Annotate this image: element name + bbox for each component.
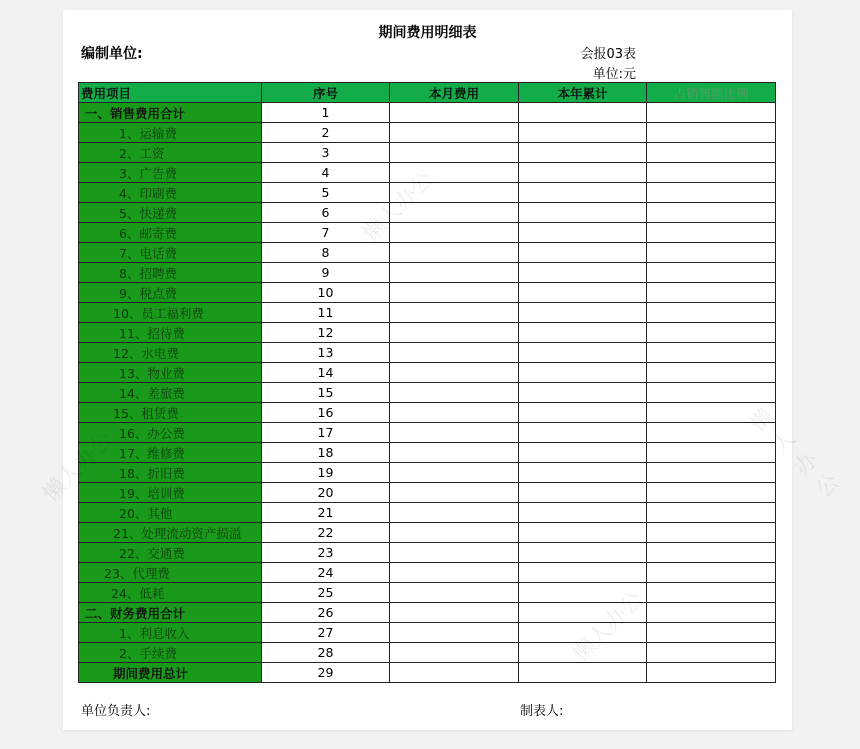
year-cell[interactable] [519,223,647,243]
year-cell[interactable] [519,643,647,663]
item-number: 12 [262,323,390,343]
item-number: 1 [262,103,390,123]
table-row [79,243,776,263]
year-cell[interactable] [519,603,647,623]
item-label: 17、维修费 [79,443,262,463]
year-cell[interactable] [519,463,647,483]
item-number: 23 [262,543,390,563]
ratio-cell[interactable] [647,543,776,563]
year-cell[interactable] [519,443,647,463]
item-number: 6 [262,203,390,223]
year-cell[interactable] [519,503,647,523]
year-cell[interactable] [519,383,647,403]
item-number: 16 [262,403,390,423]
item-label: 24、低耗 [79,583,262,603]
month-cell[interactable] [390,643,519,663]
item-label: 2、手续费 [79,643,262,663]
item-label: 21、处理流动资产损溢 [79,523,262,543]
year-cell[interactable] [519,523,647,543]
year-cell[interactable] [519,123,647,143]
item-label: 23、代理费 [79,563,262,583]
item-number: 28 [262,643,390,663]
month-cell[interactable] [390,103,519,123]
item-label: 期间费用总计 [79,663,262,683]
ratio-cell[interactable] [647,443,776,463]
month-cell[interactable] [390,623,519,643]
item-number: 19 [262,463,390,483]
item-number: 15 [262,383,390,403]
year-cell[interactable] [519,263,647,283]
month-cell[interactable] [390,663,519,683]
report-number: 会报03表 [580,47,636,62]
item-number: 14 [262,363,390,383]
ratio-cell[interactable] [647,123,776,143]
header-year: 本年累计 [519,83,647,103]
month-cell[interactable] [390,183,519,203]
month-cell[interactable] [390,223,519,243]
header-item: 费用项目 [79,83,262,103]
table-row [79,663,776,683]
item-label: 14、差旅费 [79,383,262,403]
year-cell[interactable] [519,543,647,563]
year-cell[interactable] [519,623,647,643]
ratio-cell[interactable] [647,523,776,543]
month-cell[interactable] [390,163,519,183]
ratio-cell[interactable] [647,603,776,623]
ratio-cell[interactable] [647,643,776,663]
ratio-cell[interactable] [647,483,776,503]
item-label: 22、交通费 [79,543,262,563]
year-cell[interactable] [519,183,647,203]
table-row [79,403,776,423]
year-cell[interactable] [519,203,647,223]
month-cell[interactable] [390,203,519,223]
ratio-cell[interactable] [647,563,776,583]
ratio-cell[interactable] [647,623,776,643]
table-row [79,603,776,623]
month-cell[interactable] [390,283,519,303]
table-row [79,443,776,463]
month-cell[interactable] [390,343,519,363]
month-cell[interactable] [390,383,519,403]
table-row [79,583,776,603]
month-cell[interactable] [390,243,519,263]
watermark: 懒人办公 [745,403,845,503]
month-cell[interactable] [390,463,519,483]
table-row [79,623,776,643]
item-label: 13、物业费 [79,363,262,383]
table-row [79,643,776,663]
item-label: 1、利息收入 [79,623,262,643]
month-cell[interactable] [390,423,519,443]
month-cell[interactable] [390,563,519,583]
month-cell[interactable] [390,543,519,563]
table-row [79,203,776,223]
year-cell[interactable] [519,163,647,183]
item-label: 10、员工福利费 [79,303,262,323]
item-number: 5 [262,183,390,203]
ratio-cell[interactable] [647,343,776,363]
ratio-cell[interactable] [647,263,776,283]
item-number: 29 [262,663,390,683]
month-cell[interactable] [390,143,519,163]
item-number: 3 [262,143,390,163]
ratio-cell[interactable] [647,423,776,443]
currency-unit: 单位:元 [592,67,636,82]
table-row [79,303,776,323]
month-cell[interactable] [390,583,519,603]
item-number: 2 [262,123,390,143]
item-number: 20 [262,483,390,503]
year-cell[interactable] [519,143,647,163]
table-row [79,323,776,343]
year-cell[interactable] [519,243,647,263]
ratio-cell[interactable] [647,243,776,263]
report-sheet [63,10,845,730]
item-label: 2、工资 [79,143,262,163]
table-row [79,383,776,403]
table-row [79,123,776,143]
item-number: 21 [262,503,390,523]
watermark: 懒人办公 [568,586,649,667]
compiler-label: 编制单位: [81,46,143,62]
table-row [79,283,776,303]
item-number: 9 [262,263,390,283]
item-label: 二、财务费用合计 [79,603,262,623]
item-number: 4 [262,163,390,183]
month-cell[interactable] [390,123,519,143]
table-row [79,223,776,243]
year-cell[interactable] [519,303,647,323]
item-label: 4、印刷费 [79,183,262,203]
item-number: 22 [262,523,390,543]
year-cell[interactable] [519,323,647,343]
item-number: 7 [262,223,390,243]
ratio-cell[interactable] [647,223,776,243]
preparer-label: 制表人: [520,704,564,719]
item-label: 1、运输费 [79,123,262,143]
table-row [79,423,776,443]
item-label: 9、税点费 [79,283,262,303]
item-number: 10 [262,283,390,303]
item-number: 17 [262,423,390,443]
watermark: 懒人办公 [358,166,439,247]
year-cell[interactable] [519,663,647,683]
month-cell[interactable] [390,603,519,623]
item-label: 15、租赁费 [79,403,262,423]
header-month: 本月费用 [390,83,519,103]
ratio-cell[interactable] [647,403,776,423]
ratio-cell[interactable] [647,463,776,483]
item-label: 3、广告费 [79,163,262,183]
month-cell[interactable] [390,503,519,523]
ratio-cell[interactable] [647,323,776,343]
item-number: 8 [262,243,390,263]
item-label: 7、电话费 [79,243,262,263]
year-cell[interactable] [519,583,647,603]
table-row [79,543,776,563]
item-label: 16、办公费 [79,423,262,443]
year-cell[interactable] [519,363,647,383]
year-cell[interactable] [519,103,647,123]
year-cell[interactable] [519,423,647,443]
header-no: 序号 [262,83,390,103]
item-number: 13 [262,343,390,363]
item-number: 26 [262,603,390,623]
ratio-cell[interactable] [647,663,776,683]
item-label: 6、邮寄费 [79,223,262,243]
table-row [79,183,776,203]
table-row [79,103,776,123]
item-label: 一、销售费用合计 [79,103,262,123]
month-cell[interactable] [390,443,519,463]
month-cell[interactable] [390,303,519,323]
item-label: 5、快递费 [79,203,262,223]
year-cell[interactable] [519,343,647,363]
month-cell[interactable] [390,483,519,503]
header-row [79,83,776,103]
ratio-cell[interactable] [647,383,776,403]
year-cell[interactable] [519,283,647,303]
table-row [79,463,776,483]
ratio-cell[interactable] [647,283,776,303]
month-cell[interactable] [390,523,519,543]
table-row [79,503,776,523]
table-row [79,143,776,163]
item-number: 11 [262,303,390,323]
table-row [79,363,776,383]
report-title: 期间费用明细表 [378,25,477,41]
item-label: 19、培训费 [79,483,262,503]
ratio-cell[interactable] [647,503,776,523]
table-row [79,163,776,183]
table-row [79,343,776,363]
table-row [79,563,776,583]
item-number: 24 [262,563,390,583]
item-number: 25 [262,583,390,603]
ratio-cell[interactable] [647,183,776,203]
month-cell[interactable] [390,263,519,283]
unit-head-label: 单位负责人: [81,704,151,719]
item-label: 11、招待费 [79,323,262,343]
item-label: 18、折旧费 [79,463,262,483]
table-row [79,483,776,503]
year-cell[interactable] [519,403,647,423]
expense-table [78,82,776,683]
year-cell[interactable] [519,563,647,583]
ratio-cell[interactable] [647,303,776,323]
table-row [79,523,776,543]
ratio-cell[interactable] [647,163,776,183]
item-number: 27 [262,623,390,643]
item-label: 8、招聘费 [79,263,262,283]
year-cell[interactable] [519,483,647,503]
item-label: 20、其他 [79,503,262,523]
table-row [79,263,776,283]
ratio-cell[interactable] [647,203,776,223]
month-cell[interactable] [390,323,519,343]
header-ratio: 占销售额比例 [647,83,776,103]
item-number: 18 [262,443,390,463]
ratio-cell[interactable] [647,103,776,123]
month-cell[interactable] [390,403,519,423]
item-label: 12、水电费 [79,343,262,363]
ratio-cell[interactable] [647,143,776,163]
ratio-cell[interactable] [647,583,776,603]
ratio-cell[interactable] [647,363,776,383]
month-cell[interactable] [390,363,519,383]
